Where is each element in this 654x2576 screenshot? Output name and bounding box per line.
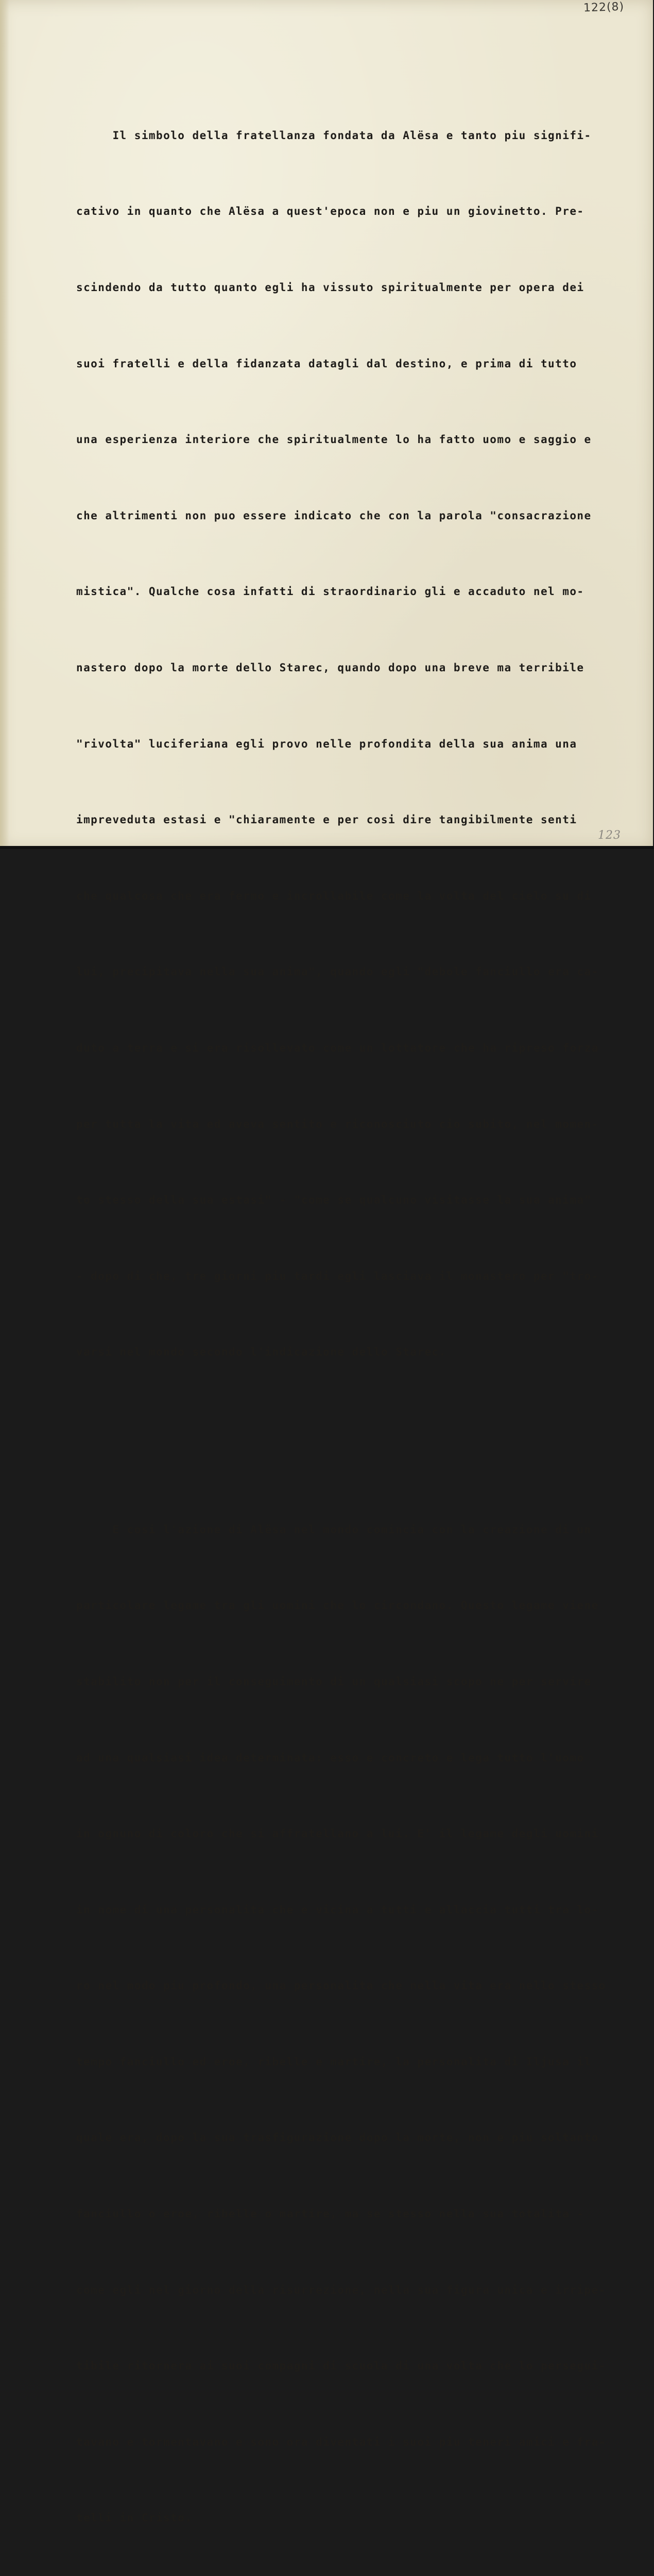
- typed-text-body: [76, 22, 638, 2576]
- text-line: particolare legame tra gli uomini che lo circondano. Questo legame viene: [76, 1599, 599, 1612]
- text-line: che altrimenti non puo essere indicato che con la parola "consacrazione: [76, 509, 592, 522]
- scan-border: [0, 846, 654, 849]
- text-line: to stesso della sua estasi" - "come se qualcuno visitasse la sua anima": [76, 1194, 592, 1207]
- text-line: quale era, dopo la sua trasfigurazione dopo la morte, non e piu soltanto: [76, 2131, 599, 2144]
- text-line: che qualcosa che era fermo e incrollabile come la volta del cielo su di: [76, 889, 592, 902]
- page-edge-shadow: [0, 0, 9, 849]
- text-line: cativo in quanto che Alësa a quest'epoca non e piu un giovinetto. Pre-: [76, 205, 584, 218]
- text-line: tavano e tormentavano e sono ora diventati i suoi piu teneri amici e fra-: [76, 2435, 606, 2448]
- folio-number-top: 122(8): [583, 0, 625, 15]
- text-line: in nome di una personalita che e vicina a tutti e allaccia tutti tra lo-: [76, 1903, 599, 1916]
- text-line: tempo fanciullo ed eroe, ribelle e martire, la personalita di Iljusa il: [76, 2055, 592, 2068]
- folio-number-bottom: 123: [598, 829, 621, 842]
- text-line: in ognuno di coloro che si affratellano a lui. E' il legame degli uomini: [76, 1827, 599, 1840]
- text-line: scindendo da tutto quanto egli ha vissuto spiritualmente per opera dei: [76, 281, 584, 294]
- text-line: impreveduta estasi e "chiaramente e per cosi dire tangibilmente senti: [76, 814, 577, 826]
- text-line: ad una qualsiasi idea determinata: esso e concreto e lega tutto l'uomo: [76, 1751, 584, 1764]
- text-line: E cosi l'azione di Alësa nel mondo comincia con la creazione di un: [76, 1523, 592, 1536]
- text-line: Il simbolo della fratellanza fondata da Alësa e tanto piu signifi-: [76, 129, 592, 142]
- text-line: "rivolta" luciferiana egli provo nelle profondita della sua anima una: [76, 737, 577, 750]
- text-line: lui, precipitava nella sua anima", quando egli "debole fanciullo era ca-: [76, 965, 599, 978]
- text-line: telli in Cristo.: [76, 2512, 193, 2524]
- text-line: per tutta la vita ed aveva sentito e riconosciuto cio subito, nel momen-: [76, 1117, 599, 1130]
- paragraph-1: [76, 72, 638, 1416]
- text-line: nastero dopo la morte dello Starec, quando dopo una breve ma terribile: [76, 661, 584, 674]
- text-line: stabilito non per il conseguimento di un qualsiasi scopo ne per servire: [76, 1675, 592, 1688]
- text-line: come egli nel giorno della risurrezione, nella sua figura unica e irripe-: [76, 2283, 606, 2296]
- text-line: - dopo di che, tre giorni piu tardi egli lasciava il monastero per "tro-: [76, 1269, 599, 1282]
- text-line: una esperienza interiore che spiritualmente lo ha fatto uomo e saggio e: [76, 433, 592, 446]
- text-line: fanciullo o eroe, ribelle o martire, ma se stesso nella sua totalita -: [76, 2208, 584, 2221]
- text-line: tibile ritornera ai suoi compagni di scuola di una volta che lo persegui-: [76, 2360, 606, 2372]
- text-line: mistica". Qualche cosa infatti di straordinario gli e accaduto nel mo-: [76, 585, 584, 598]
- text-line: duto a terra e si era risollevato come un lottatore che ha ripreso forza: [76, 1041, 599, 1054]
- text-line: suoi fratelli e della fidanzata datagli dal destino, e prima di tutto: [76, 357, 577, 370]
- paragraph-2: [76, 1466, 638, 2576]
- text-line: ro nel modo piu profondo, una personalita che nella vita era nello stesso: [76, 1979, 606, 1992]
- text-line: varsi nel mondo secondo l'indicazione dello Starec.: [76, 1346, 446, 1359]
